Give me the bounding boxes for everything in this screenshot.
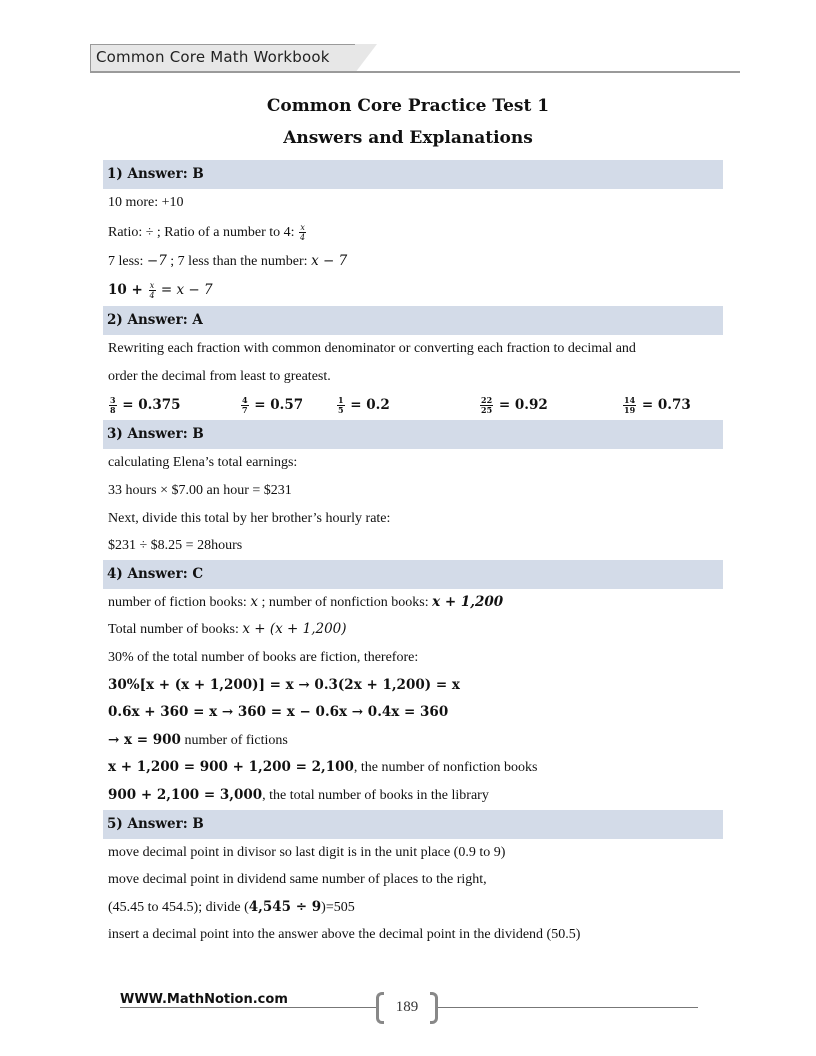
- q1-ratio-text: Ratio: ÷ ; Ratio of a number to 4:: [108, 224, 299, 240]
- q4-nonfiction-expr: x + 1,200: [432, 593, 504, 610]
- q4-nonfiction-calc: x + 1,200 = 900 + 1,200 = 2,100: [108, 759, 354, 776]
- q4-nonfiction-label: ; number of nonfiction books:: [257, 594, 433, 610]
- q4-line-1: [103, 589, 723, 617]
- page-number-box: [376, 992, 438, 1026]
- q2-fraction-row: [103, 390, 723, 420]
- q1-eq-right: = x − 7: [156, 282, 213, 299]
- q5-divide-pre: (45.45 to 454.5); divide (: [108, 899, 249, 915]
- q1-line-2: [103, 217, 723, 248]
- q1-less-mid: ; 7 less than the number:: [166, 253, 312, 269]
- q1-line-1: 10 more: +10: [108, 195, 184, 210]
- q3-line-2: 33 hours × $7.00 an hour = $231: [108, 482, 292, 498]
- q2-line-1: Rewriting each fraction with common denominator or converting each fraction to decimal and: [108, 341, 636, 357]
- q2-fraction-item: $\frac{14}{19}$ = 0.73: [624, 395, 691, 416]
- q5-line-4: insert a decimal point into the answer above the decimal point in the dividend (50.5): [108, 927, 581, 943]
- q4-total-label: Total number of books:: [108, 622, 243, 638]
- footer-rule-right: [438, 1007, 698, 1008]
- q4-line-5: [103, 699, 723, 727]
- q4-total-expr: x + (x + 1,200): [242, 621, 347, 638]
- q5-divide-post: )=505: [321, 899, 355, 915]
- q4-nonfiction-text: , the number of nonfiction books: [353, 760, 538, 776]
- q5-divide-expr: 4,545 ÷ 9: [248, 898, 322, 915]
- right-bracket: [430, 992, 438, 1024]
- page-number: 189: [395, 999, 419, 1015]
- header-rule: [90, 71, 740, 73]
- q1-fraction: $\frac{x}{4}$: [300, 222, 306, 242]
- footer-rule-left: [120, 1007, 376, 1008]
- q4-fiction-label: number of fiction books:: [108, 594, 251, 610]
- q1-less-text: 7 less:: [108, 253, 147, 269]
- page-subtitle: Answers and Explanations: [283, 128, 533, 148]
- q2-fraction-item: $\frac{4}{7}$ = 0.57: [242, 395, 304, 416]
- book-title: Common Core Math Workbook: [96, 48, 330, 66]
- q1-eq-fraction: $\frac{x}{4}$: [149, 281, 155, 301]
- q5-line-3: [103, 894, 723, 922]
- q4-total-calc: 900 + 2,100 = 3,000: [108, 786, 263, 803]
- q1-less-value: −7: [146, 252, 167, 269]
- footer-website: WWW.MathNotion.com: [120, 992, 288, 1007]
- answer-bar-5: 5) Answer: B: [103, 810, 723, 839]
- q5-line-1: move decimal point in divisor so last digit is in the unit place (0.9 to 9): [108, 844, 506, 860]
- q4-line-3: 30% of the total number of books are fiction, therefore:: [108, 649, 419, 665]
- answer-bar-4: 4) Answer: C: [103, 560, 723, 589]
- answer-bar-1: 1) Answer: B: [103, 160, 723, 189]
- q1-eq-left: 10 +: [108, 282, 148, 299]
- q4-total-text: , the total number of books in the library: [262, 787, 489, 803]
- q4-equation-2: 0.6x + 360 = x → 360 = x − 0.6x → 0.4x = 360: [108, 704, 449, 721]
- q1-less-expr: x − 7: [311, 252, 348, 269]
- q5-line-2: move decimal point in dividend same number of places to the right,: [108, 872, 487, 888]
- q4-result: → x = 900: [108, 731, 181, 748]
- q4-equation-1: 30%[x + (x + 1,200)] = x → 0.3(2x + 1,200) = x: [108, 676, 460, 693]
- answer-bar-2: 2) Answer: A: [103, 306, 723, 335]
- q2-fraction-item: $\frac{3}{8}$ = 0.375: [110, 395, 181, 416]
- q3-line-4: $231 ÷ $8.25 = 28hours: [108, 538, 243, 554]
- page-title: Common Core Practice Test 1: [266, 96, 550, 116]
- answers-content: [103, 160, 723, 949]
- left-bracket: [376, 992, 384, 1024]
- q4-line-6: [103, 727, 723, 755]
- q2-fraction-item: $\frac{1}{5}$ = 0.2: [338, 395, 390, 416]
- q2-fraction-item: $\frac{22}{25}$ = 0.92: [481, 395, 548, 416]
- q3-line-3: Next, divide this total by her brother’s hourly rate:: [108, 510, 391, 526]
- q2-line-2: order the decimal from least to greatest.: [108, 368, 331, 384]
- q4-line-2: [103, 616, 723, 644]
- q4-fiction-var: x: [250, 593, 258, 610]
- q3-line-1: calculating Elena’s total earnings:: [108, 455, 298, 471]
- q1-line-3: [103, 248, 723, 276]
- q4-line-7: [103, 754, 723, 782]
- q4-result-label: number of fictions: [180, 732, 288, 748]
- q4-line-4: [103, 672, 723, 700]
- q4-line-8: [103, 782, 723, 810]
- answer-bar-3: 3) Answer: B: [103, 420, 723, 449]
- q1-equation: [103, 275, 723, 306]
